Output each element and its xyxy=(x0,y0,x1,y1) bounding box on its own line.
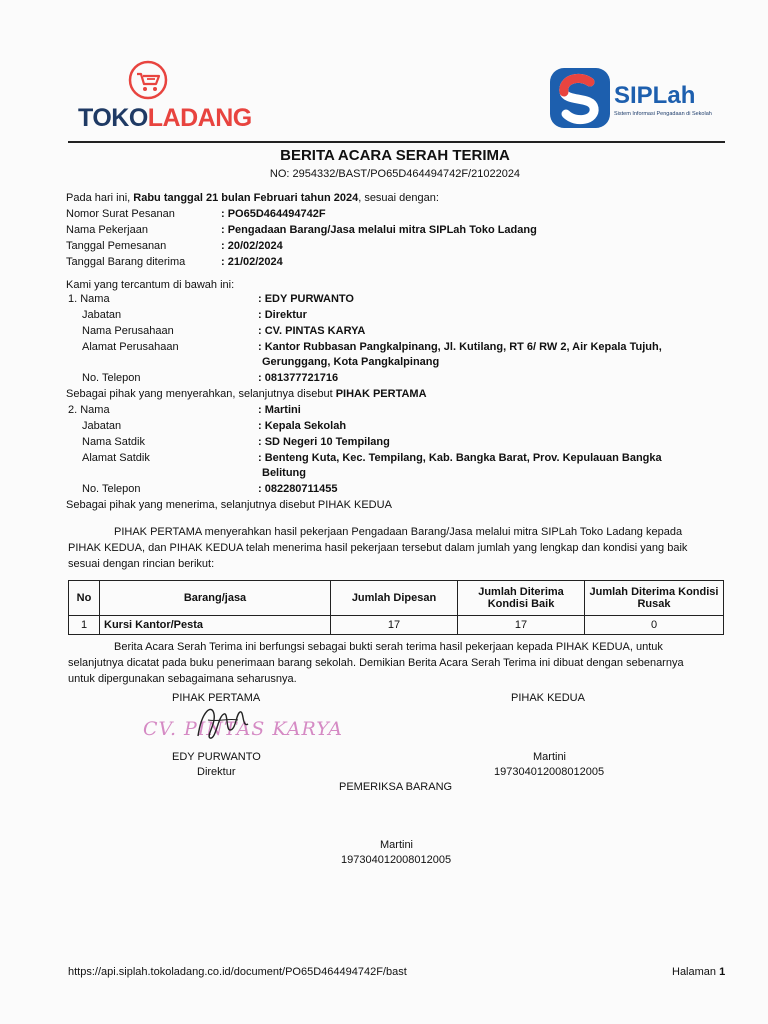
page-label: Halaman xyxy=(672,966,720,978)
intro-suffix: , sesuai dengan: xyxy=(358,192,439,204)
party1-name: : EDY PURWANTO xyxy=(258,293,354,305)
page-number xyxy=(672,965,725,979)
party1-field-label: Nama Perusahaan xyxy=(82,325,174,337)
party1-phone: : 081377721716 xyxy=(258,372,339,384)
party1-role xyxy=(66,387,427,401)
header-divider xyxy=(68,141,725,143)
siplah-logo xyxy=(548,66,728,132)
party2-role: Sebagai pihak yang menerima, selanjutnya disebut PIHAK KEDUA xyxy=(66,499,392,511)
party2-phone: : 082280711455 xyxy=(258,483,338,495)
signer-role-second: PIHAK KEDUA xyxy=(511,692,585,704)
page-num: 1 xyxy=(719,966,726,978)
table-header: Barang/jasa xyxy=(100,581,331,616)
party2-field-label: Jabatan xyxy=(82,420,122,432)
table-cell: Kursi Kantor/Pesta xyxy=(100,616,331,635)
party2-field-label: Nama Satdik xyxy=(82,436,145,448)
signer-role-first: PIHAK PERTAMA xyxy=(172,692,261,704)
party1-field-label: Alamat Perusahaan xyxy=(82,341,179,353)
order-label: Nama Pekerjaan xyxy=(66,224,148,236)
signer-name-first: EDY PURWANTO xyxy=(172,751,261,763)
closing-paragraph: Berita Acara Serah Terima ini berfungsi sebagai bukti serah terima hasil pekerjaan kepada PIHAK KEDUA, untuk selanjutnya dicatat pada buku penerimaan barang sekolah. Demikian Berita Acara Serah Terima ini dibuat dengan sebenarnya untuk dipergunakan sebagaimana seharusnya. xyxy=(68,641,684,685)
party2-jabatan: : Kepala Sekolah xyxy=(258,420,347,432)
party1-role-text: Sebagai pihak yang menyerahkan, selanjutnya disebut xyxy=(66,388,336,400)
checker-role: PEMERIKSA BARANG xyxy=(339,781,453,793)
order-value: : 21/02/2024 xyxy=(221,256,283,268)
intro-prefix: Pada hari ini, xyxy=(66,192,134,204)
document-number: NO: 2954332/BAST/PO65D464494742F/21022024 xyxy=(269,168,521,180)
party2-field-label: 2. Nama xyxy=(68,404,110,416)
table-cell: 17 xyxy=(331,616,458,635)
intro-line xyxy=(66,191,439,205)
table-header: Jumlah Dipesan xyxy=(331,581,458,616)
party1-field-label: 1. Nama xyxy=(68,293,110,305)
order-value: : PO65D464494742F xyxy=(221,208,326,220)
party1-field-label: Jabatan xyxy=(82,309,122,321)
order-value: : 20/02/2024 xyxy=(221,240,283,252)
logo-text-toko: TOKO xyxy=(78,104,148,132)
party1-field-label: No. Telepon xyxy=(82,372,141,384)
party1-jabatan: : Direktur xyxy=(258,309,307,321)
cart-icon xyxy=(128,60,168,100)
party2-address-cont: Belitung xyxy=(262,467,306,479)
party1-address: : Kantor Rubbasan Pangkalpinang, Jl. Kutilang, RT 6/ RW 2, Air Kepala Tujuh, xyxy=(258,341,662,353)
checker-id: 197304012008012005 xyxy=(341,854,452,866)
table-cell: 17 xyxy=(458,616,585,635)
footer-url: https://api.siplah.tokoladang.co.id/document/PO65D464494742F/bast xyxy=(68,966,407,978)
logo-text-ladang: LADANG xyxy=(147,104,252,132)
intro-date: Rabu tanggal 21 bulan Februari tahun 2024 xyxy=(133,192,359,204)
signer-name-second: Martini xyxy=(533,751,567,763)
order-value: : Pengadaan Barang/Jasa melalui mitra SIPLah Toko Ladang xyxy=(221,224,537,236)
handover-paragraph: PIHAK PERTAMA menyerahkan hasil pekerjaan Pengadaan Barang/Jasa melalui mitra SIPLah Toko Ladang kepada PIHAK KEDUA, dan PIHAK KEDUA telah menerima hasil pekerjaan tersebut dalam jumlah yang lengkap dan kondisi yang baik sesuai dengan rincian berikut: xyxy=(68,526,688,570)
party2-field-label: Alamat Satdik xyxy=(82,452,150,464)
siplah-tagline: Sistem Informasi Pengadaan di Sekolah xyxy=(614,111,712,117)
party1-role-name: PIHAK PERTAMA xyxy=(335,388,427,400)
table-cell: 1 xyxy=(69,616,100,635)
checker-name: Martini xyxy=(380,839,414,851)
table-header: No xyxy=(69,581,100,616)
items-table xyxy=(68,580,724,635)
table-header: Jumlah Diterima Kondisi Rusak xyxy=(585,581,724,616)
party1-company: : CV. PINTAS KARYA xyxy=(258,325,366,337)
parties-intro: Kami yang tercantum di bawah ini: xyxy=(66,279,235,291)
company-stamp: CV. PINTAS KARYA xyxy=(143,718,343,740)
tokoladang-logo xyxy=(78,60,252,135)
signature-mark xyxy=(192,700,252,745)
order-label: Nomor Surat Pesanan xyxy=(66,208,175,220)
siplah-emblem-icon xyxy=(548,66,612,130)
table-header: Jumlah Diterima Kondisi Baik xyxy=(458,581,585,616)
party2-field-label: No. Telepon xyxy=(82,483,141,495)
party2-name: : Martini xyxy=(258,404,301,416)
document-title: BERITA ACARA SERAH TERIMA xyxy=(280,147,510,164)
signer-id-second: 197304012008012005 xyxy=(494,766,605,778)
party1-address-cont: Gerunggang, Kota Pangkalpinang xyxy=(262,356,440,368)
order-label: Tanggal Pemesanan xyxy=(66,240,167,252)
tokoladang-wordmark xyxy=(78,104,252,133)
table-row xyxy=(69,616,724,635)
party2-address: : Benteng Kuta, Kec. Tempilang, Kab. Bangka Barat, Prov. Kepulauan Bangka xyxy=(258,452,662,464)
party2-school: : SD Negeri 10 Tempilang xyxy=(258,436,390,448)
table-cell: 0 xyxy=(585,616,724,635)
table-header-row xyxy=(69,581,724,616)
signer-title-first: Direktur xyxy=(197,766,236,778)
order-label: Tanggal Barang diterima xyxy=(66,256,186,268)
siplah-wordmark: SIPLah xyxy=(614,82,696,109)
